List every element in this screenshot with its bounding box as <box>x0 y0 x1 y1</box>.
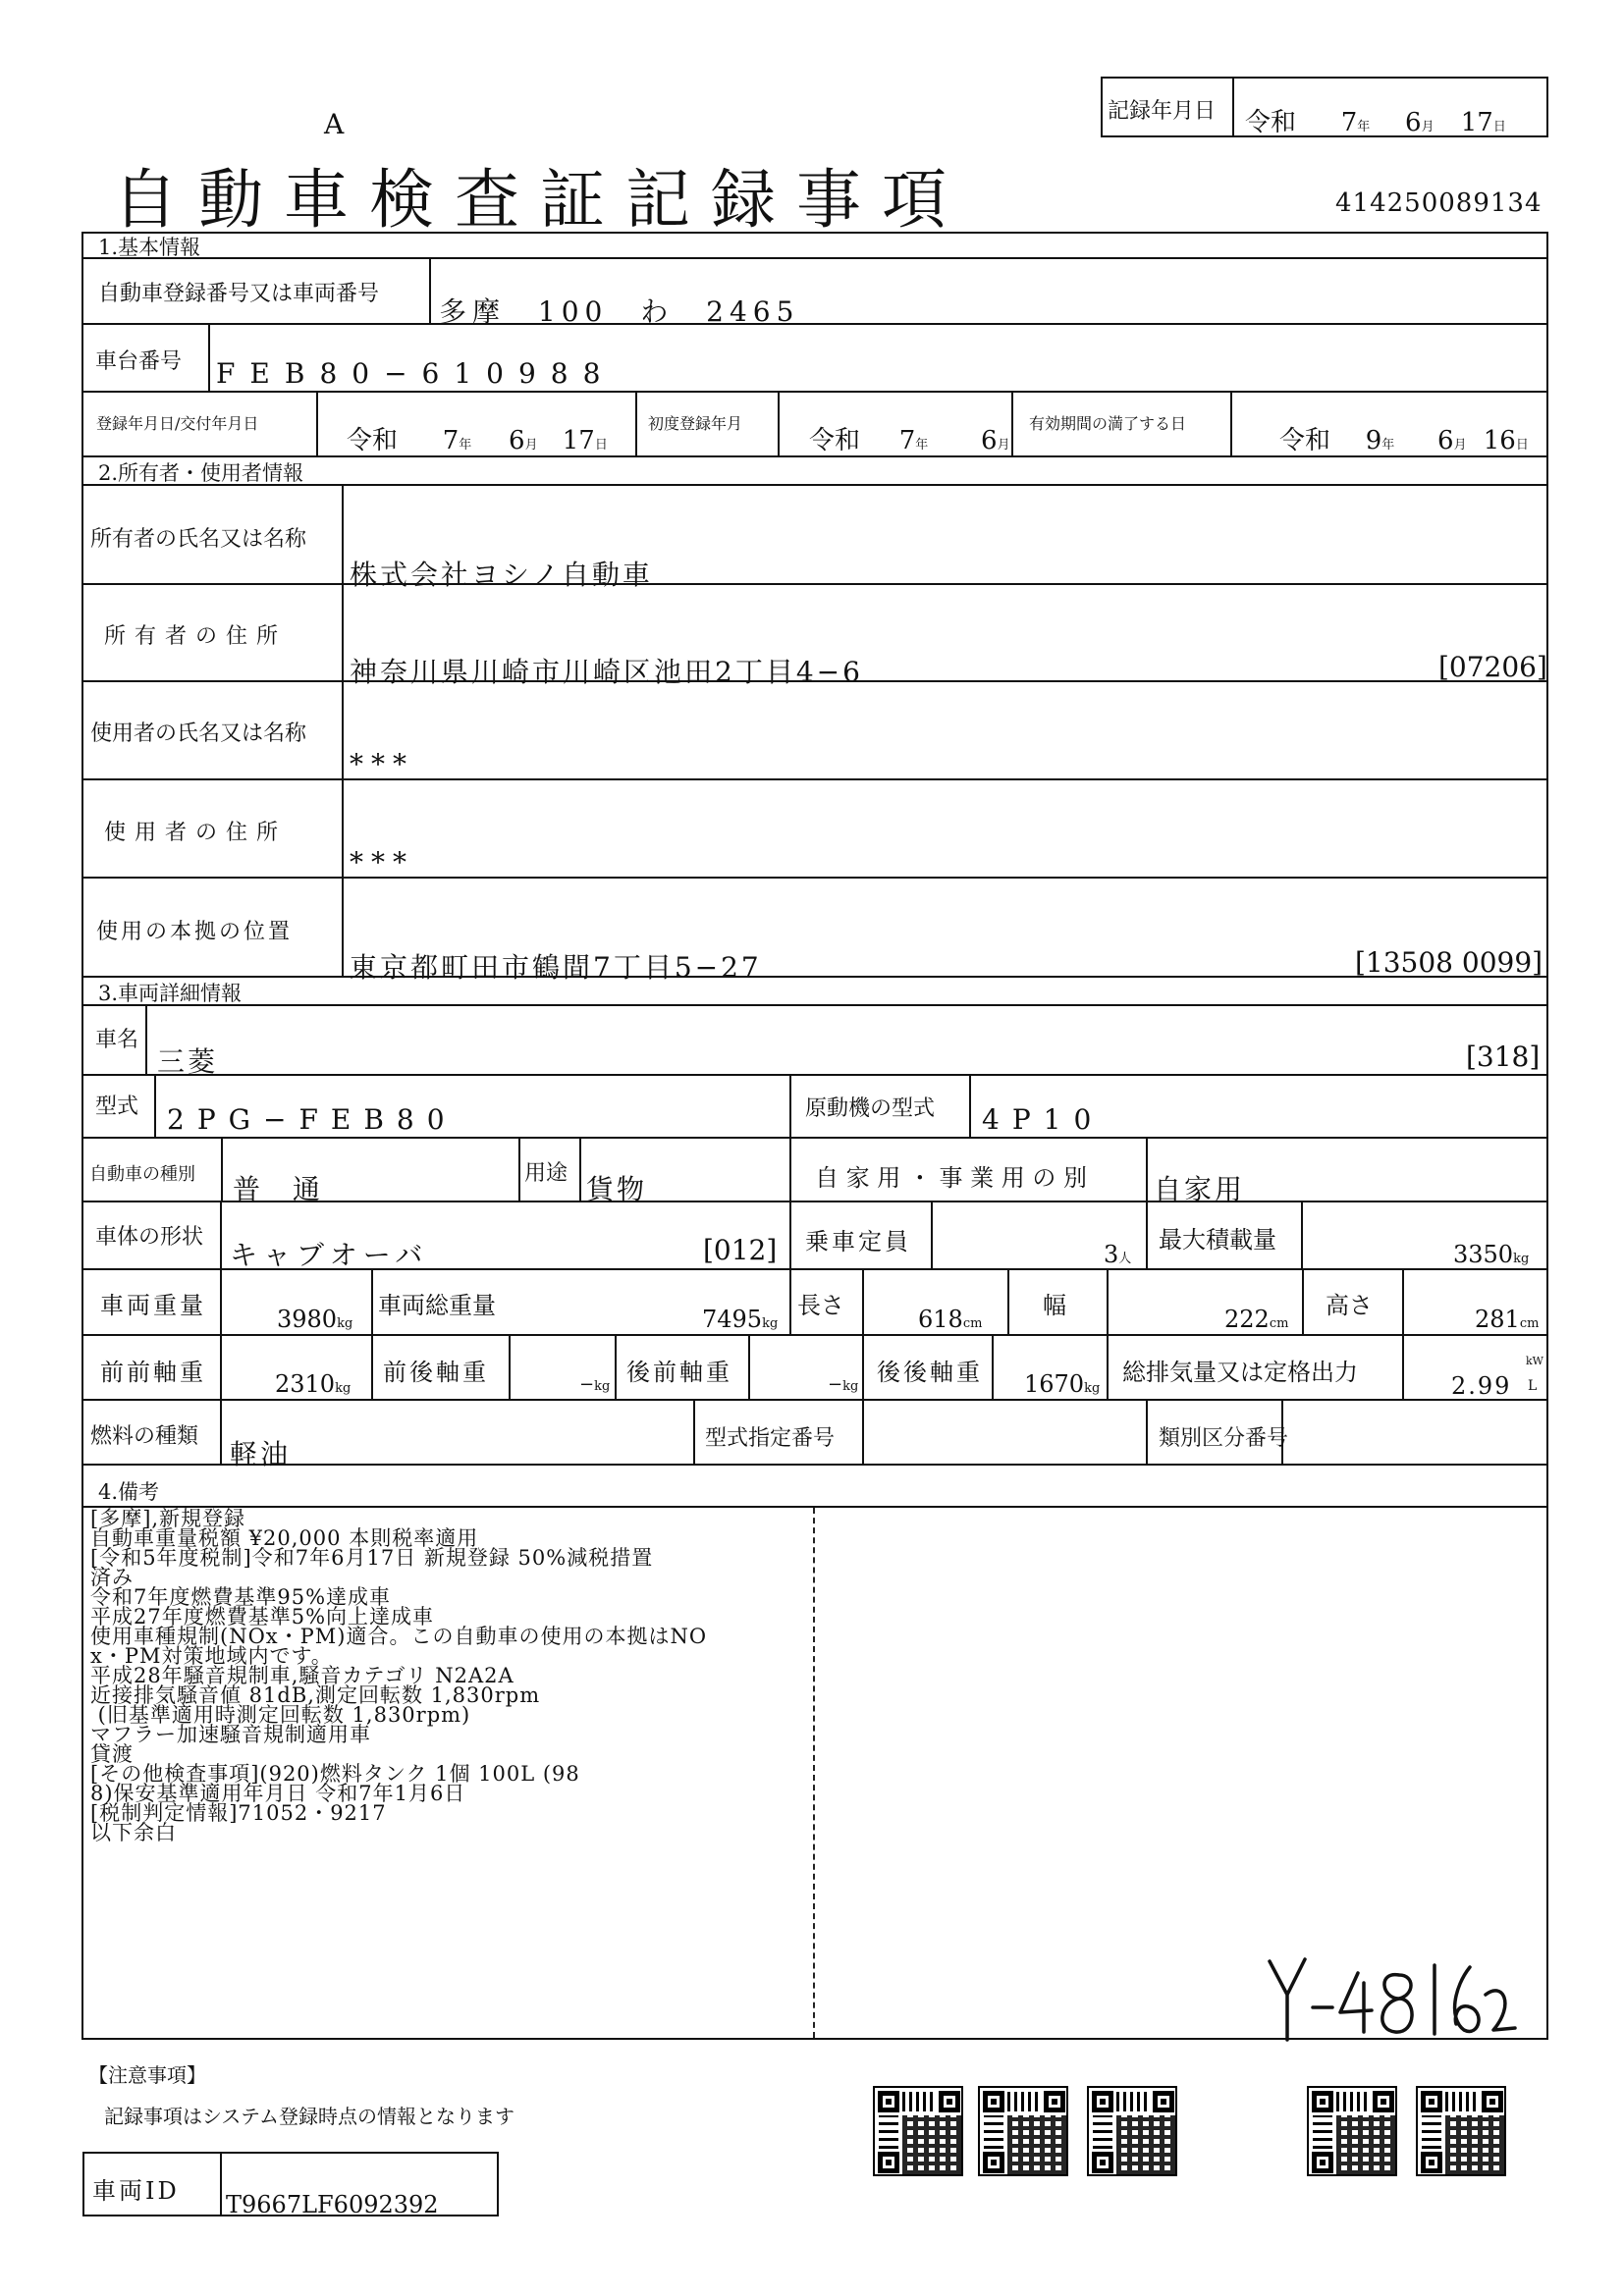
private-business-label: 自 家 用 ・ 事 業 用 の 別 <box>815 1164 1088 1192</box>
remarks-line: 自動車重量税額 ¥20,000 本則税率適用 <box>90 1526 479 1550</box>
vehicle-class-value: 普 通 <box>233 1173 332 1205</box>
expiry-label: 有効期間の満了する日 <box>1029 414 1187 433</box>
owner-name-label: 所有者の氏名又は名称 <box>90 527 307 552</box>
owner-address-label: 所有者の住所 <box>104 624 288 649</box>
qr-code-5 <box>1416 2086 1506 2176</box>
record-date-label: 記録年月日 <box>1108 99 1217 124</box>
user-name-label: 使用者の氏名又は名称 <box>90 721 307 746</box>
fuel-value: 軽油 <box>230 1438 292 1470</box>
make-code: [318] <box>1466 1041 1541 1073</box>
body-shape-label: 車体の形状 <box>95 1225 204 1250</box>
user-name-value: *** <box>350 748 414 780</box>
remarks-line: 貸渡 <box>90 1742 134 1766</box>
remarks-line: x・PM対策地域内です。 <box>90 1644 333 1668</box>
remarks-line: 以下余白 <box>90 1821 177 1844</box>
reg-number-label: 自動車登録番号又は車両番号 <box>98 282 380 306</box>
document-title: 自動車検査証記録事項 <box>113 162 967 238</box>
first-reg-value: 令和 7年 6月 <box>809 426 1010 455</box>
base-location-code: [13508 0099] <box>1355 946 1543 979</box>
remarks-line: 8)保安基準適用年月日 令和7年1月6日 <box>90 1782 466 1805</box>
reg-number-value: 多摩 100 わ 2465 <box>439 295 800 328</box>
reg-date-label: 登録年月日/交付年月日 <box>96 414 259 433</box>
front-front-axle-label: 前前軸重 <box>100 1359 206 1386</box>
vehicle-id-value: T9667LF6092392 <box>226 2191 439 2218</box>
capacity-label: 乗車定員 <box>805 1228 911 1255</box>
remarks-line: 使用車種規制(NOx・PM)適合。この自動車の使用の本拠はNO <box>90 1625 708 1648</box>
height-label: 高さ <box>1326 1292 1373 1319</box>
vehicle-weight-label: 車両重量 <box>100 1292 206 1319</box>
remarks-line: [税制判定情報]71052・9217 <box>90 1801 387 1825</box>
front-front-axle-value: 2310kg <box>275 1370 352 1398</box>
private-business-value: 自家用 <box>1154 1173 1246 1205</box>
owner-address-code: [07206] <box>1438 651 1547 683</box>
remarks-line: [令和5年度税制]令和7年6月17日 新規登録 50%減税措置 <box>90 1546 654 1570</box>
remarks-line: (旧基準適用時測定回転数 1,830rpm) <box>90 1703 471 1727</box>
remarks-line: 平成28年騒音規制車,騒音カテゴリ N2A2A <box>90 1664 514 1687</box>
section1-heading: 1.基本情報 <box>98 236 201 259</box>
owner-address-value: 神奈川県川崎市川崎区池田2丁目4−6 <box>350 656 863 688</box>
handwritten-note <box>1262 1953 1517 2047</box>
displacement-value: 2.99 <box>1451 1372 1512 1400</box>
notes-text: 記録事項はシステム登録時点の情報となります <box>104 2105 514 2128</box>
model-value: 2PG−FEB80 <box>167 1103 458 1136</box>
gross-weight-value: 7495kg <box>702 1306 779 1333</box>
max-load-value: 3350kg <box>1453 1241 1530 1268</box>
first-reg-label: 初度登録年月 <box>648 414 743 433</box>
record-date-value: 令和 7年 6月 17日 <box>1245 108 1506 137</box>
rear-front-axle-value: −kg <box>828 1374 859 1395</box>
remarks-line: [その他検査事項](920)燃料タンク 1個 100L (98 <box>90 1762 580 1786</box>
expiry-value: 令和 9年 6月 16日 <box>1279 426 1529 455</box>
use-label: 用途 <box>524 1161 568 1186</box>
qr-code-2 <box>978 2086 1068 2176</box>
use-value: 貨物 <box>586 1173 648 1205</box>
remarks-text <box>90 1509 707 1842</box>
remarks-line: 平成27年度燃費基準5%向上達成車 <box>90 1605 435 1629</box>
rear-front-axle-label: 後前軸重 <box>626 1359 732 1386</box>
body-shape-code: [012] <box>703 1234 778 1266</box>
type-designation-label: 型式指定番号 <box>705 1426 836 1451</box>
gross-weight-label: 車両総重量 <box>378 1292 496 1319</box>
height-value: 281cm <box>1475 1306 1540 1333</box>
make-value: 三菱 <box>157 1045 219 1078</box>
section2-heading: 2.所有者・使用者情報 <box>98 461 304 485</box>
remarks-line: [多摩],新規登録 <box>90 1507 246 1530</box>
engine-value: 4P10 <box>982 1103 1105 1136</box>
make-label: 車名 <box>95 1028 139 1052</box>
qr-code-1 <box>873 2086 963 2176</box>
remarks-line: 令和7年度燃費基準95%達成車 <box>90 1585 392 1609</box>
rear-rear-axle-value: 1670kg <box>1024 1370 1101 1398</box>
engine-label: 原動機の型式 <box>805 1096 936 1121</box>
qr-code-3 <box>1087 2086 1177 2176</box>
base-location-label: 使用の本拠の位置 <box>96 920 294 944</box>
length-label: 長さ <box>797 1292 844 1319</box>
rear-rear-axle-label: 後後軸重 <box>877 1359 983 1386</box>
displacement-unit-l: L <box>1528 1378 1538 1394</box>
displacement-unit-kw: kW <box>1526 1355 1543 1367</box>
remarks-line: 済み <box>90 1566 134 1589</box>
front-rear-axle-value: −kg <box>579 1374 611 1395</box>
capacity-value: 3人 <box>1104 1241 1132 1268</box>
body-shape-value: キャブオーバ <box>230 1239 429 1271</box>
qr-code-4 <box>1307 2086 1397 2176</box>
max-load-label: 最大積載量 <box>1159 1226 1276 1254</box>
fuel-label: 燃料の種類 <box>90 1424 199 1449</box>
model-label: 型式 <box>95 1095 139 1119</box>
user-address-label: 使用者の住所 <box>104 821 288 845</box>
front-rear-axle-label: 前後軸重 <box>383 1359 489 1386</box>
category-label: 類別区分番号 <box>1159 1426 1289 1451</box>
chassis-label: 車台番号 <box>95 349 183 374</box>
section3-heading: 3.車両詳細情報 <box>98 982 243 1005</box>
vehicle-weight-value: 3980kg <box>277 1306 353 1333</box>
width-label: 幅 <box>1043 1292 1066 1319</box>
vehicle-class-label: 自動車の種別 <box>89 1164 195 1185</box>
vehicle-id-label: 車両ID <box>92 2177 180 2205</box>
chassis-number: FEB80−610988 <box>216 357 616 390</box>
displacement-label: 総排気量又は定格出力 <box>1122 1359 1358 1386</box>
form-type-letter: A <box>324 108 345 140</box>
section4-heading: 4.備考 <box>98 1480 160 1504</box>
base-location-value: 東京都町田市鶴間7丁目5−27 <box>350 951 762 984</box>
remarks-line: マフラー加速騒音規制適用車 <box>90 1723 371 1746</box>
width-value: 222cm <box>1224 1306 1289 1333</box>
user-address-value: *** <box>350 846 414 879</box>
notes-heading: 【注意事項】 <box>88 2063 206 2087</box>
length-value: 618cm <box>918 1306 983 1333</box>
reg-date-value: 令和 7年 6月 17日 <box>347 426 608 455</box>
owner-name-value: 株式会社ヨシノ自動車 <box>350 559 653 591</box>
remarks-line: 近接排気騒音値 81dB,測定回転数 1,830rpm <box>90 1683 541 1707</box>
document-serial: 414250089134 <box>1335 188 1543 218</box>
